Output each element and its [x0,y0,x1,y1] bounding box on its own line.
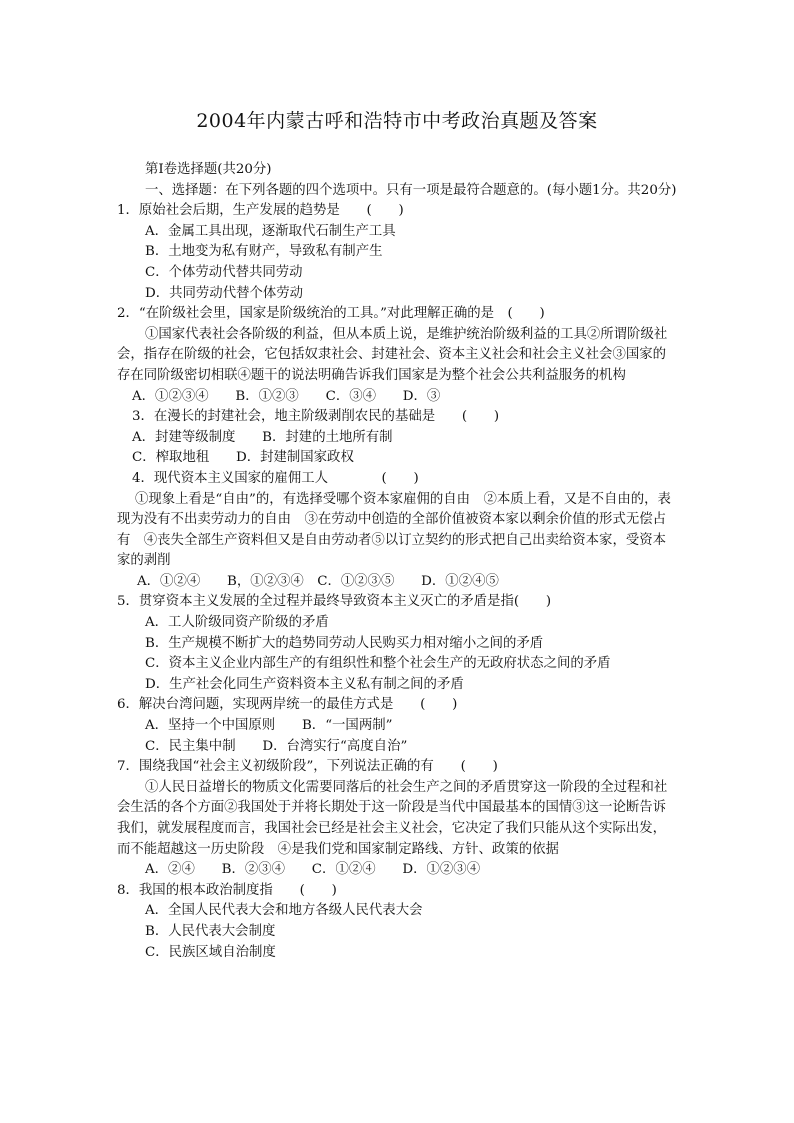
q2-statements: ①国家代表社会各阶级的利益，但从本质上说，是维护统治阶级利益的工具②所谓阶级社会，指存在阶级的社会，它包括奴隶社会、封建社会、资本主义社会和社会主义社会③国家的存在同阶级密切相联④题干的说法明确告诉我们国家是为整个社会公共利益服务的机构 [117,326,668,383]
q1-stem: 1．原始社会后期，生产发展的趋势是 ( ) [117,203,404,219]
q2-stem: 2．“在阶级社会里，国家是阶级统治的工具。”对此理解正确的是 ( ) [117,306,545,322]
q6-stem: 6．解决台湾问题，实现两岸统一的最佳方式是 ( ) [117,697,458,713]
q5-option-a: A．工人阶级同资产阶级的矛盾 [145,615,329,631]
q8-option-c: C．民族区域自治制度 [145,944,276,960]
q4-options: A．①②④ B，①②③④ C．①②③⑤ D．①②④⑤ [137,573,499,589]
q8-option-b: B．人民代表大会制度 [145,923,276,939]
section-heading: 第Ⅰ卷选择题(共20分) [145,162,272,177]
q1-option-d: D．共同劳动代替个体劳动 [145,285,304,301]
q7-options: A．②④ B．②③④ C．①②④ D．①②③④ [145,862,481,878]
q7-stem: 7．围绕我国“社会主义初级阶段”，下列说法正确的有 ( ) [117,759,498,775]
q4-statements: ①现象上看是“自由”的，有选择受哪个资本家雇佣的自由 ②本质上看，又是不自由的，表现为没有不出卖劳动力的自由 ③在劳动中创造的全部价值被资本家以剩余价值的形式无偿占有 ④丧失全部生产资料但又是自由劳动者⑤以订立契约的形式把自己出卖给资本家，受资本家的剥削 [117,491,671,569]
q8-option-a: A．全国人民代表大会和地方各级人民代表大会 [145,903,423,919]
q2-options: A．①②③④ B．①②③ C．③④ D．③ [132,388,441,404]
q3-options-ab: A．封建等级制度 B．封建的土地所有制 [132,429,393,445]
q7-statements: ①人民日益增长的物质文化需要同落后的社会生产之间的矛盾贯穿这一阶段的全过程和社会生活的各个方面②我国处于并将长期处于这一阶段是当代中国最基本的国情③这一论断告诉我们，就发展程度而言，我国社会已经是社会主义社会，它决定了我们只能从这个实际出发，而不能超越这一历史阶段 ④是我们党和国家制定路线、方针、政策的依据 [117,779,668,857]
q3-stem: 3．在漫长的封建社会，地主阶级剥削农民的基础是 ( ) [132,409,500,425]
q8-stem: 8．我国的根本政治制度指 ( ) [117,882,337,898]
q5-stem: 5．贯穿资本主义发展的全过程并最终导致资本主义灭亡的矛盾是指( ) [117,594,552,610]
q5-option-b: B．生产规模不断扩大的趋势同劳动人民购买力相对缩小之间的矛盾 [145,635,544,651]
q5-option-d: D．生产社会化同生产资料资本主义私有制之间的矛盾 [145,676,464,692]
q1-option-b: B．土地变为私有财产，导致私有制产生 [145,244,383,260]
page-title: 2004年内蒙古呼和浩特市中考政治真题及答案 [196,110,598,132]
q6-options-ab: A．坚持一个中国原则 B．“一国两制” [145,718,393,734]
q6-options-cd: C．民主集中制 D．台湾实行“高度自治” [145,738,408,754]
q3-options-cd: C．榨取地租 D．封建制国家政权 [132,450,354,466]
q1-option-a: A．金属工具出现，逐渐取代石制生产工具 [145,223,396,239]
q1-option-c: C．个体劳动代替共同劳动 [145,264,303,280]
exam-body [117,160,677,963]
instruction-text: 一、选择题：在下列各题的四个选项中。只有一项是最符合题意的。(每小题1分。共20分) [145,182,677,198]
q5-option-c: C．资本主义企业内部生产的有组织性和整个社会生产的无政府状态之间的矛盾 [145,656,611,672]
q4-stem: 4．现代资本主义国家的雇佣工人 ( ) [132,470,419,486]
